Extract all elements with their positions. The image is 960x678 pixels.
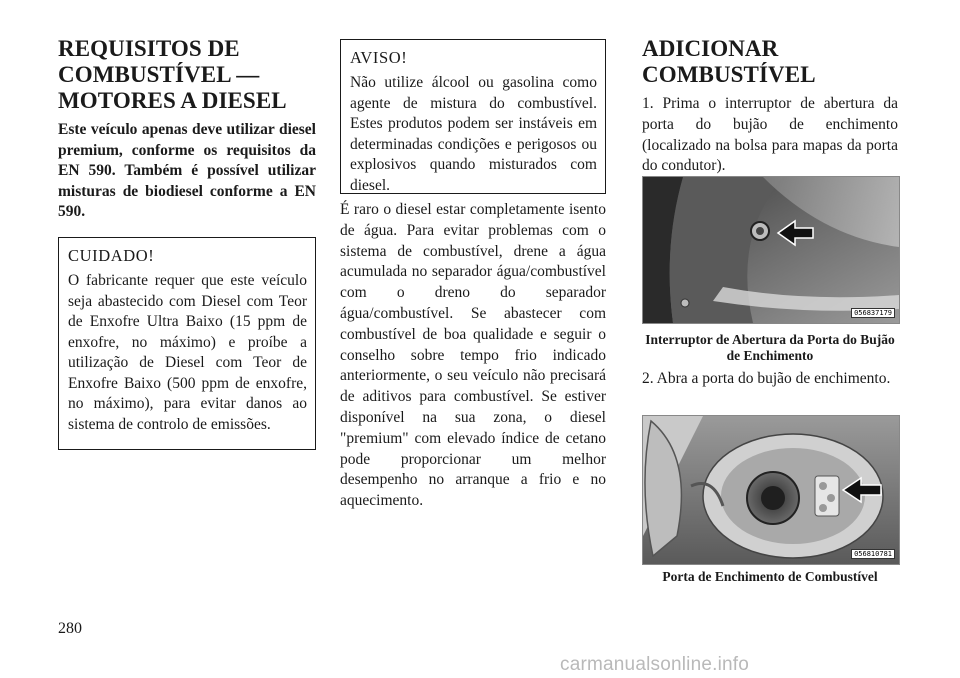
figure-door-switch bbox=[642, 176, 900, 324]
figure-2-caption: Porta de Enchimento de Combustível bbox=[662, 569, 878, 584]
figure-code-2: 056810781 bbox=[851, 549, 895, 559]
step-1-text: 1. Prima o interruptor de abertura da porta do bujão de enchimento (localizado na bolsa para mapas da porta do condutor). bbox=[642, 95, 898, 175]
caution-box bbox=[58, 237, 316, 450]
figure-code-1: 056837179 bbox=[851, 308, 895, 318]
section-title-add-fuel: ADICIONAR COMBUSTÍVEL bbox=[642, 36, 816, 87]
watermark-text: carmanualsonline.info bbox=[560, 654, 750, 675]
step-2-text: 2. Abra a porta do bujão de enchimento. bbox=[642, 370, 891, 387]
figure-1-caption: Interruptor de Abertura da Porta do Bujão de Enchimento bbox=[645, 332, 895, 363]
section-title-fuel-requirements: REQUISITOS DE COMBUSTÍVEL — MOTORES A DIESEL bbox=[58, 36, 287, 113]
water-paragraph: É raro o diesel estar completamente isento de água. Para evitar problemas com o sistema de combustível, drene a água acumulada no separador água/combustível com o dreno do separador água/combustível. Se abastecer com combustível de boa qualidade e seguir o conselho sobre tempo frio indicado anteriormente, o seu veículo não precisará de aditivos para combustível. Se estiver disponível na sua zona, o diesel "premium" com elevado índice de cetano pode proporcionar um melhor desempenho no arranque a frio e no aquecimento. bbox=[340, 201, 606, 510]
caution-heading: CUIDADO! bbox=[68, 246, 155, 265]
warning-text: Não utilize álcool ou gasolina como agente de mistura do combustível. Estes produtos podem ser instáveis em determinadas condições e perigosos ou explosivos quando misturados com diesel. bbox=[350, 74, 597, 194]
caution-text: O fabricante requer que este veículo seja abastecido com Diesel com Teor de Enxofre Ultra Baixo (15 ppm de enxofre, no máximo) e proíbe a utilização de Diesel com Teor de Enxofre Baixo (500 ppm de enxofre, no máximo), para evitar danos ao sistema de controlo de emissões. bbox=[68, 272, 307, 433]
door-switch-illustration bbox=[643, 177, 899, 323]
lead-paragraph: Este veículo apenas deve utilizar diesel premium, conforme os requisitos da EN 590. Também é possível utilizar misturas de biodiesel conforme a EN 590. bbox=[58, 121, 316, 220]
figure-fuel-door bbox=[642, 415, 900, 565]
warning-box bbox=[340, 39, 606, 194]
page-number: 280 bbox=[58, 620, 82, 637]
warning-heading: AVISO! bbox=[350, 48, 408, 67]
fuel-door-illustration bbox=[643, 416, 899, 564]
